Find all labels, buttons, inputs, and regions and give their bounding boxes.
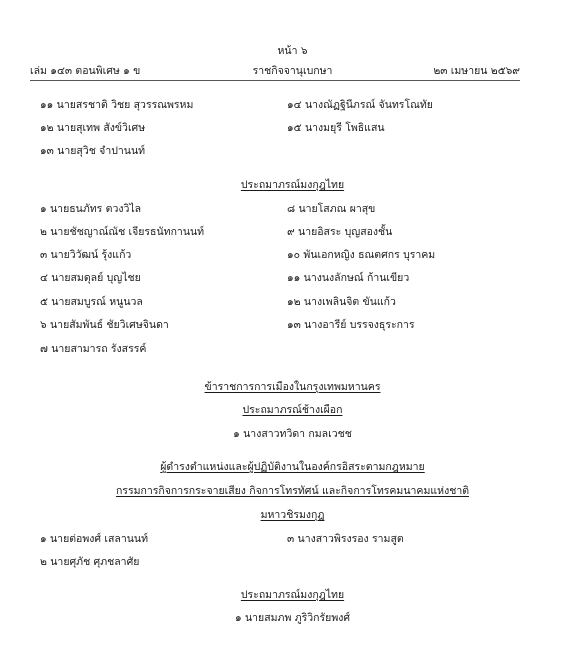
section-heading: ผู้ดำรงตำแหน่งและผู้ปฏิบัติงานในองค์กรอิสระตามกฎหมาย — [160, 461, 425, 473]
section-heading: ข้าราชการการเมืองในกรุงเทพมหานคร — [204, 381, 381, 393]
section-heading: ประถมาภรณ์มงกุฎไทย — [240, 179, 345, 191]
volume-info: เล่ม ๑๔๓ ตอนพิเศษ ๑ ข — [30, 65, 141, 77]
gazette-title: ราชกิจจานุเบกษา — [252, 65, 333, 77]
list-item: ๘ นายโสภณ ผาสุข — [287, 203, 376, 215]
header-rule — [30, 80, 520, 81]
list-item: ๓ นายวิวัฒน์ รุ้งแก้ว — [40, 249, 132, 261]
publication-date: ๒๓ เมษายน ๒๕๖๙ — [433, 65, 520, 77]
list-item: ๑๑ นางนงลักษณ์ ก้านเขียว — [287, 272, 410, 284]
page-number: หน้า ๖ — [277, 45, 308, 57]
list-item: ๑ นางสาวทวิดา กมลเวชช — [233, 428, 352, 440]
list-item: ๒ นายชัชญาณ์ณัช เจียรธนัทกานนท์ — [40, 226, 205, 238]
list-item: ๑๐ พันเอกหญิง ธณตศกร บุราคม — [287, 249, 436, 261]
list-item: ๑ นายต่อพงศ์ เสลานนท์ — [40, 533, 149, 545]
list-item: ๑๓ นายสุวิช จำปานนท์ — [40, 145, 146, 157]
list-item: ๑ นายธนภัทร ตวงวิไล — [40, 203, 142, 215]
list-item: ๒ นายศุภัช ศุภชลาศัย — [40, 556, 140, 568]
section-heading: ประถมาภรณ์มงกุฎไทย — [240, 589, 345, 601]
list-item: ๑๒ นางเพลินจิต ขันแก้ว — [287, 296, 396, 308]
list-item: ๖ นายสัมพันธ์ ชัยวิเศษจินดา — [40, 319, 169, 331]
list-item: ๔ นายสมดุลย์ บุญไชย — [40, 272, 141, 284]
list-item: ๑๓ นางอารีย์ บรรจงธุระการ — [287, 319, 415, 331]
list-item: ๑๕ นางมยุรี โพธิแสน — [287, 122, 385, 134]
list-item: ๕ นายสมบูรณ์ หนูนวล — [40, 296, 143, 308]
list-item: ๑๔ นางณัฏฐินีภรณ์ จันทรโณทัย — [287, 99, 433, 111]
list-item: ๓ นางสาวพิรงรอง รามสูต — [287, 533, 404, 545]
section-subheading: มหาวชิรมงกุฎ — [260, 509, 325, 521]
list-item: ๑๑ นายสรชาติ วิชย สุวรรณพรหม — [40, 99, 194, 111]
list-item: ๗ นายสามารถ รังสรรค์ — [40, 343, 147, 355]
list-item: ๑๒ นายสุเทพ สังข์วิเศษ — [40, 122, 146, 134]
section-subheading: ประถมาภรณ์ช้างเผือก — [242, 404, 343, 416]
list-item: ๑ นายสมภพ ภูริวิกรัยพงศ์ — [234, 612, 351, 624]
section-heading-line2: กรรมการกิจการกระจายเสียง กิจการโทรทัศน์ และกิจการโทรคมนาคมแห่งชาติ — [115, 485, 470, 497]
list-item: ๙ นายอิสระ บุญสองชั้น — [287, 226, 393, 238]
